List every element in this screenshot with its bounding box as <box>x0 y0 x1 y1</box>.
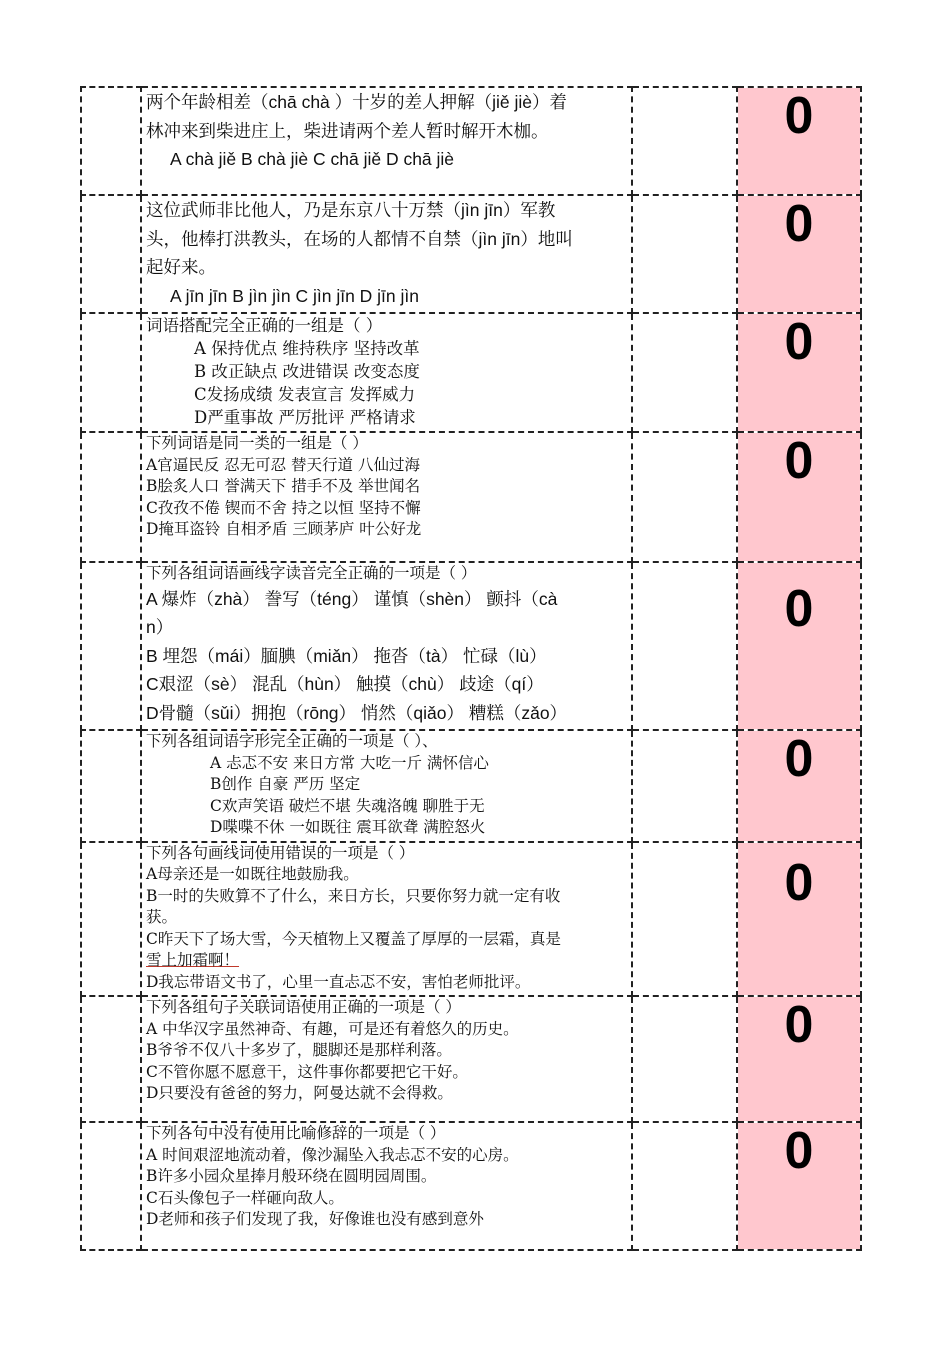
row-index-cell <box>81 1122 141 1250</box>
score-cell <box>737 87 861 195</box>
question-row <box>81 842 861 997</box>
score-cell <box>737 432 861 562</box>
question-row <box>81 432 861 562</box>
answer-cell[interactable] <box>632 1122 737 1250</box>
score-cell <box>737 730 861 842</box>
row-index-cell <box>81 313 141 432</box>
option-line: C昨天下了场大雪，今天植物上又覆盖了厚厚的一层霜，真是 <box>146 929 561 948</box>
question-row <box>81 195 861 313</box>
row-index-cell <box>81 195 141 313</box>
answer-cell[interactable] <box>632 87 737 195</box>
score-value: 0 <box>784 1122 814 1180</box>
option-line: C发扬成绩 发表宣言 发挥威力 <box>194 385 416 404</box>
question-line: 下列各组词语画线字读音完全正确的一项是（ ） <box>146 564 477 582</box>
score-cell <box>737 842 861 997</box>
question-line: 下列各组词语字形完全正确的一项是（ ）、 <box>146 732 438 750</box>
option-line: C不管你愿不愿意干，这件事你都要把它干好。 <box>146 1062 468 1081</box>
score-cell <box>737 996 861 1122</box>
answer-cell[interactable] <box>632 842 737 997</box>
option-line: A 时间艰涩地流动着，像沙漏坠入我忐忑不安的心房。 <box>146 1145 519 1164</box>
option-line: D骨髓（sǔi）拥抱（rōng） 悄然（qiǎo） 糟糕（zǎo） <box>146 702 568 723</box>
score-cell <box>737 313 861 432</box>
answer-cell[interactable] <box>632 730 737 842</box>
option-line: B 改正缺点 改进错误 改变态度 <box>194 362 420 381</box>
question-line: 下列词语是同一类的一组是（ ） <box>146 434 368 452</box>
option-line: B许多小园众星捧月般环绕在圆明园周围。 <box>146 1167 437 1185</box>
question-row <box>81 996 861 1122</box>
option-line: A 保持优点 维持秩序 坚持改革 <box>194 339 420 358</box>
question-row <box>81 730 861 842</box>
option-line: C欢声笑语 破烂不堪 失魂洛魄 聊胜于无 <box>210 796 485 815</box>
question-line: 这位武师非比他人，乃是东京八十万禁（jìn jīn）军教 <box>146 200 556 220</box>
option-line: C孜孜不倦 锲而不舍 持之以恒 坚持不懈 <box>146 498 421 517</box>
question-cell <box>141 996 632 1122</box>
option-line: D严重事故 严厉批评 严格请求 <box>194 408 416 427</box>
row-index-cell <box>81 562 141 730</box>
score-cell <box>737 195 861 313</box>
option-line: D只要没有爸爸的努力，阿曼达就不会得救。 <box>146 1084 453 1102</box>
score-value: 0 <box>784 432 814 490</box>
option-line: A 忐忑不安 来日方常 大吃一斤 满怀信心 <box>210 753 489 772</box>
option-line: n） <box>146 617 174 637</box>
score-value: 0 <box>784 996 814 1054</box>
option-line: B一时的失败算不了什么，来日方长，只要你努力就一定有收 <box>146 886 561 905</box>
score-value: 0 <box>784 580 814 638</box>
answer-cell[interactable] <box>632 195 737 313</box>
score-value: 0 <box>784 195 814 253</box>
question-line: 下列各句画线词使用错误的一项是（ ） <box>146 843 415 862</box>
option-line: 雪上加霜啊！ <box>146 951 240 969</box>
option-line: B脍炙人口 誉满天下 措手不及 举世闻名 <box>146 477 421 495</box>
question-line: 下列各句中没有使用比喻修辞的一项是（ ） <box>146 1124 446 1142</box>
score-value: 0 <box>784 853 814 912</box>
question-cell <box>141 842 632 997</box>
option-line: C石头像包子一样砸向敌人。 <box>146 1188 344 1207</box>
question-line: 起好来。 <box>146 257 216 277</box>
answer-cell[interactable] <box>632 432 737 562</box>
row-index-cell <box>81 87 141 195</box>
question-line: 词语搭配完全正确的一组是（ ） <box>146 316 383 335</box>
option-line: 获。 <box>146 908 178 926</box>
row-index-cell <box>81 996 141 1122</box>
question-row <box>81 87 861 195</box>
answer-cell[interactable] <box>632 996 737 1122</box>
score-cell <box>737 1122 861 1250</box>
question-cell <box>141 1122 632 1250</box>
question-sheet <box>80 86 862 1251</box>
question-cell <box>141 562 632 730</box>
option-line: C艰涩（sè） 混乱（hùn） 触摸（chù） 歧途（qí） <box>146 674 544 694</box>
option-line: B 埋怨（mái）腼腆（miǎn） 拖沓（tà） 忙碌（lù） <box>146 645 547 666</box>
question-cell <box>141 313 632 432</box>
question-cell <box>141 432 632 562</box>
score-value: 0 <box>784 87 814 145</box>
option-line: A官逼民反 忍无可忍 替天行道 八仙过海 <box>146 455 420 474</box>
question-line: 头，他棒打洪教头，在场的人都情不自禁（jìn jīn）地叫 <box>146 228 573 249</box>
question-row <box>81 1122 861 1250</box>
row-index-cell <box>81 432 141 562</box>
score-cell <box>737 562 861 730</box>
score-value: 0 <box>784 730 814 788</box>
question-row <box>81 313 861 432</box>
answer-cell[interactable] <box>632 313 737 432</box>
answer-cell[interactable] <box>632 562 737 730</box>
option-line: D老师和孩子们发现了我，好像谁也没有感到意外 <box>146 1210 484 1228</box>
option-line: D喋喋不休 一如既往 震耳欲聋 满腔怒火 <box>210 818 486 836</box>
option-line: A chà jiě B chà jiè C chā jiě D chā jiè <box>170 149 455 169</box>
option-line: A 爆炸（zhà） 誊写（téng） 谨慎（shèn） 颤抖（cà <box>146 588 558 609</box>
question-cell <box>141 195 632 313</box>
option-line: A母亲还是一如既往地鼓励我。 <box>146 865 359 883</box>
question-cell <box>141 730 632 842</box>
row-index-cell <box>81 842 141 997</box>
option-line: B爷爷不仅八十多岁了，腿脚还是那样利落。 <box>146 1041 452 1059</box>
option-line: A jīn jīn B jìn jìn C jìn jīn D jīn jìn <box>170 285 419 306</box>
score-value: 0 <box>784 313 814 371</box>
option-line: D我忘带语文书了，心里一直忐忑不安，害怕老师批评。 <box>146 972 531 991</box>
option-line: B创作 自豪 严历 坚定 <box>210 775 361 793</box>
question-cell <box>141 87 632 195</box>
question-row <box>81 562 861 730</box>
option-line: D掩耳盗铃 自相矛盾 三顾茅庐 叶公好龙 <box>146 520 422 538</box>
option-line: A 中华汉字虽然神奇、有趣，可是还有着悠久的历史。 <box>146 1019 519 1038</box>
row-index-cell <box>81 730 141 842</box>
question-line: 林冲来到柴进庄上，柴进请两个差人暂时解开木枷。 <box>146 120 549 141</box>
question-line: 下列各组句子关联词语使用正确的一项是（ ） <box>146 998 461 1016</box>
question-line: 两个年龄相差（chā chà ）十岁的差人押解（jiě jiè）着 <box>146 92 568 112</box>
